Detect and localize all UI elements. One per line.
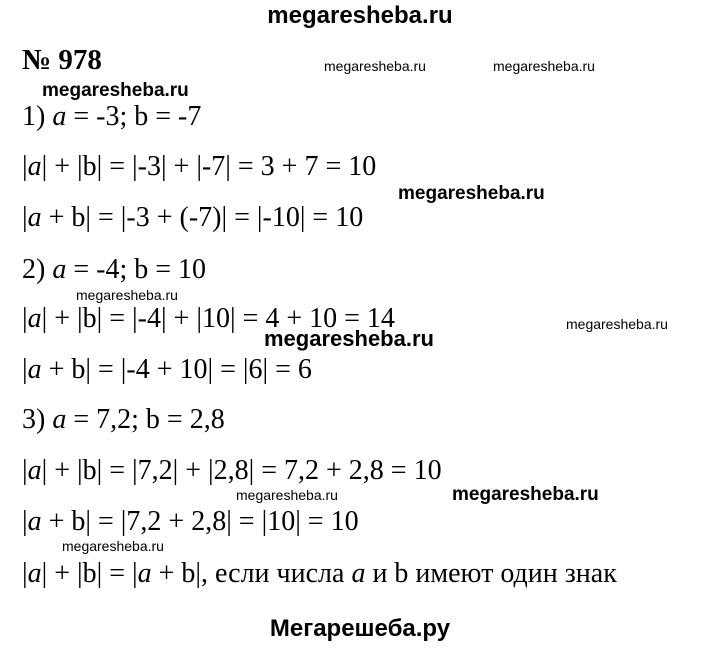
watermark: megaresheba.ru [398,183,545,204]
part-3-header: 3) a = 7,2; b = 2,8 [22,404,225,435]
part-2-header: 2) a = -4; b = 10 [22,254,207,285]
watermark: megaresheba.ru [264,326,434,351]
part-3-line-2: |a + b| = |7,2 + 2,8| = |10| = 10 [22,506,359,537]
part-3-line-1: |a| + |b| = |7,2| + |2,8| = 7,2 + 2,8 = 10 [22,455,442,486]
watermark: megaresheba.ru [566,316,668,332]
watermark: megaresheba.ru [452,484,599,505]
watermark: megaresheba.ru [236,487,338,503]
watermark: megaresheba.ru [62,538,164,554]
watermark: megaresheba.ru [324,58,426,74]
conclusion: |a| + |b| = |a + b|, если числа a и b имеют один знак [22,558,617,589]
part-2-line-1: |a| + |b| = |-4| + |10| = 4 + 10 = 14 [22,303,395,334]
part-1-header: 1) a = -3; b = -7 [22,101,202,132]
watermark: megaresheba.ru [76,287,178,303]
part-1-line-2: |a + b| = |-3 + (-7)| = |-10| = 10 [22,202,364,233]
part-1-line-1: |a| + |b| = |-3| + |-7| = 3 + 7 = 10 [22,151,377,182]
watermark-top: megaresheba.ru [267,2,453,29]
problem-number: № 978 [22,44,102,76]
watermark-bottom: Мегарешеба.ру [269,615,451,642]
watermark: megaresheba.ru [493,58,595,74]
watermark: megaresheba.ru [42,80,189,101]
part-2-line-2: |a + b| = |-4 + 10| = |6| = 6 [22,354,312,385]
